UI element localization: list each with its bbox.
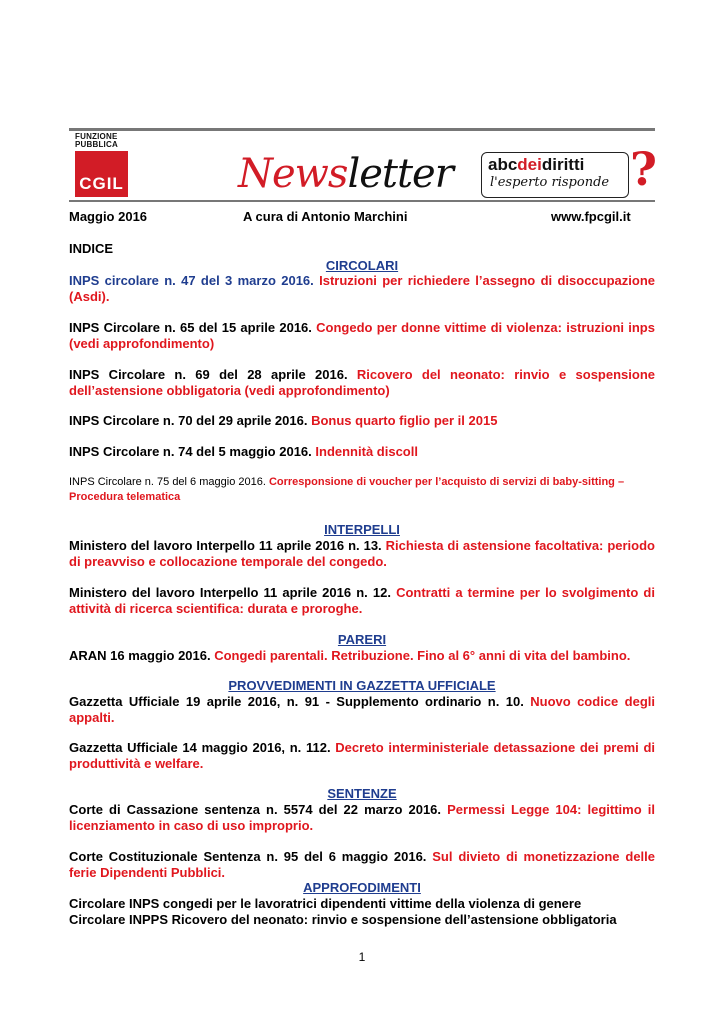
list-item[interactable] [69,849,655,881]
list-item[interactable]: Circolare INPPS Ricovero del neonato: rinvio e sospensione dell’astensione obbligatoria [69,912,617,927]
list-item[interactable] [69,273,655,305]
index-label: INDICE [69,241,114,256]
item-desc: Sul divieto di monetizzazione delle ferie Dipendenti Pubblici. [69,849,655,880]
list-item[interactable] [69,740,655,772]
list-item[interactable]: Circolare INPS congedi per le lavoratrici dipendenti vittime della violenza di genere [69,896,582,911]
item-desc: Indennità discoll [311,444,418,459]
item-ref: INPS Circolare n. 70 del 29 aprile 2016. [69,413,308,428]
list-item[interactable] [69,413,655,429]
list-item[interactable] [69,802,655,834]
list-item[interactable] [69,585,655,617]
section-sentenze: SENTENZE [327,786,397,801]
logo-cgil-text: CGIL [79,174,124,193]
item-ref: Corte di Cassazione sentenza n. 5574 del 22 marzo 2016. [69,802,442,817]
item-desc: Nuovo codice degli appalti. [69,694,656,725]
cgil-logo [75,133,128,197]
list-item[interactable] [69,320,655,352]
item-desc: Istruzioni per richiedere l’assegno di disoccupazione (Asdi). [69,273,655,304]
curator: A cura di Antonio Marchini [243,209,408,224]
item-ref: INPS Circolare n. 69 del 28 aprile 2016. [69,367,348,382]
item-ref: INPS Circolare n. 65 del 15 aprile 2016. [69,320,312,335]
list-item[interactable] [69,444,655,460]
badge-subtitle: l'esperto risponde [490,175,610,190]
item-ref: Ministero del lavoro Interpello 11 aprile 2016 n. 12. [69,585,391,600]
item-ref: ARAN 16 maggio 2016. [69,648,211,663]
section-circolari: CIRCOLARI [325,258,399,273]
item-desc: Congedi parentali. Retribuzione. Fino al 6° anni di vita del bambino. [210,648,631,663]
list-item[interactable] [69,694,655,726]
item-ref: Ministero del lavoro Interpello 11 aprile 2016 n. 13. [69,538,382,553]
section-approfondimenti: APPROFODIMENTI [303,880,421,895]
item-ref: INPS circolare n. 47 del 3 marzo 2016. [69,273,314,288]
list-item[interactable] [69,648,655,664]
list-item[interactable] [69,475,655,505]
logo-line-1: FUNZIONE [75,132,118,141]
item-desc: Decreto interministeriale detassazione dei premi di produttività e welfare. [69,740,656,771]
header-rule-bottom [69,200,655,202]
item-desc: Corresponsione di voucher per l’acquisto di servizi di baby-sitting – Procedura telematica [69,476,625,503]
badge-diritti: diritti [541,155,585,174]
badge-abc: abc [488,155,518,174]
logo-red-box [75,151,128,197]
abc-dei-diritti-badge [481,152,629,198]
logo-line-2: PUBBLICA [75,140,118,149]
section-interpelli: INTERPELLI [324,522,400,537]
newsletter-title-news: News [238,151,348,197]
item-desc: Permessi Legge 104: legittimo il licenziamento in caso di uso improprio. [69,802,655,833]
item-desc: Ricovero del neonato: rinvio e sospensione dell’astensione obbligatoria (vedi approfondimento) [69,367,655,398]
page-number: 1 [358,950,366,964]
site-link[interactable]: www.fpcgil.it [551,209,631,224]
item-ref: Gazzetta Ufficiale 19 aprile 2016, n. 91 - Supplemento ordinario n. 10. [69,694,524,709]
section-pareri: PARERI [337,632,387,647]
header-rule-top [69,128,655,131]
newsletter-title-letter: letter [347,151,453,197]
item-ref: Gazzetta Ufficiale 14 maggio 2016, n. 112. [69,740,331,755]
badge-dei: dei [517,155,542,174]
newsletter-title [238,150,453,198]
item-desc: Congedo per donne vittime di violenza: istruzioni inps (vedi approfondimento) [69,320,655,351]
list-item[interactable] [69,538,655,570]
item-ref: INPS Circolare n. 75 del 6 maggio 2016. [69,476,266,488]
list-item[interactable] [69,367,655,399]
item-ref: INPS Circolare n. 74 del 5 maggio 2016. [69,444,312,459]
section-provvedimenti: PROVVEDIMENTI IN GAZZETTA UFFICIALE [228,678,496,693]
item-desc: Contratti a termine per lo svolgimento di attività di ricerca scientifica: durata e proroghe. [69,585,655,616]
item-desc: Richiesta di astensione facoltativa: periodo di preavviso e collocazione temporale del congedo. [69,538,655,569]
item-desc: Bonus quarto figlio per il 2015 [307,413,498,428]
item-ref: Corte Costituzionale Sentenza n. 95 del 6 maggio 2016. [69,849,427,864]
question-mark-icon: ? [630,142,657,196]
issue-date: Maggio 2016 [69,209,148,224]
